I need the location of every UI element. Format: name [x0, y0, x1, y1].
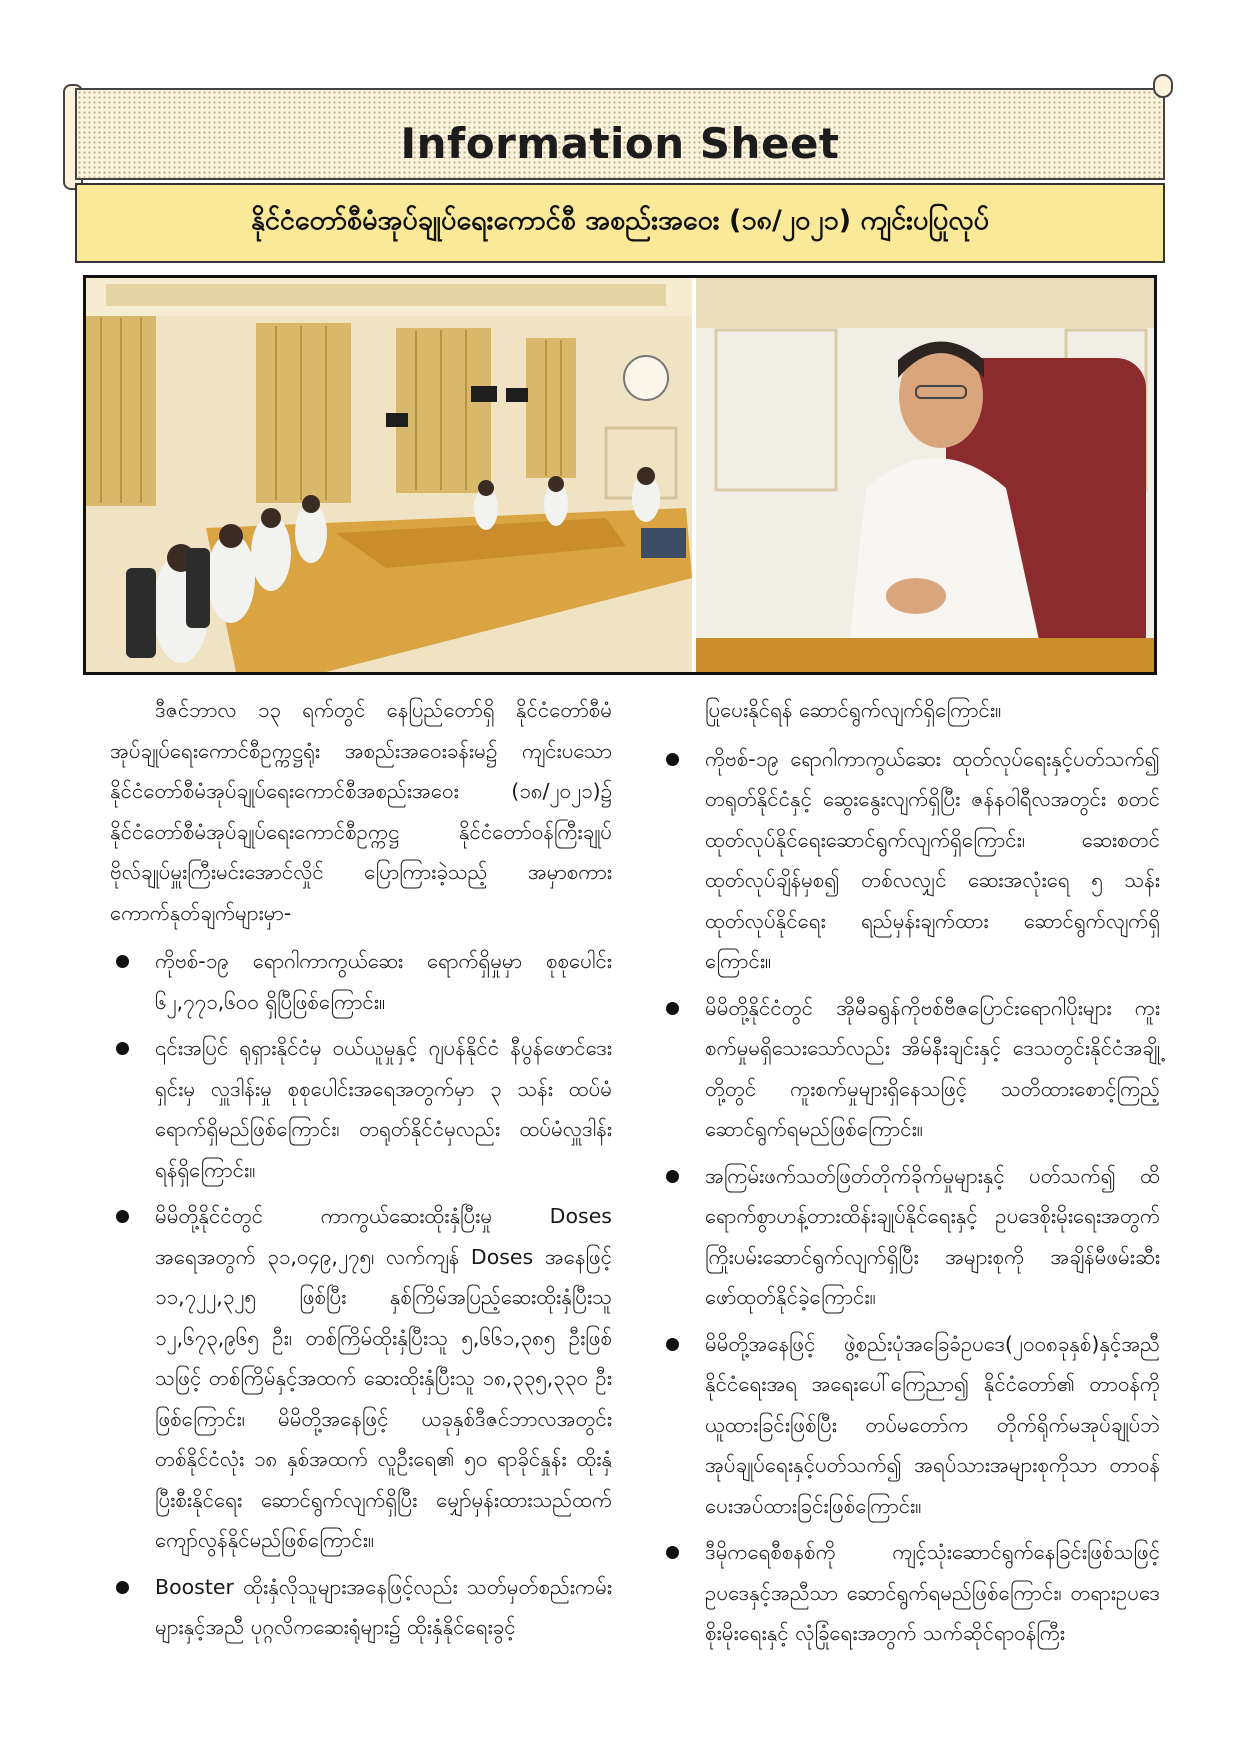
page-title: Information Sheet	[400, 118, 840, 168]
meeting-photo	[83, 275, 1157, 675]
title-banner-body	[75, 88, 1165, 180]
list-item	[660, 739, 1160, 982]
subtitle-box	[75, 183, 1165, 263]
bullet-icon	[666, 1170, 679, 1183]
intro-paragraph: ဒီဇင်ဘာလ ၁၃ ရက်တွင် နေပြည်တော်ရှိ နိုင်ငံတော်စီမံအုပ်ချုပ်ရေးကောင်စီဥက္ကဋ္ဌရုံး အစည်းအဝေးခန်းမ၌ ကျင်းပသော နိုင်ငံတော်စီမံအုပ်ချုပ်ရေးကောင်စီအစည်းအဝေး (၁၈/၂၀၂၁)၌ နိုင်ငံတော်စီမံအုပ်ချုပ်ရေးကောင်စီဥက္ကဋ္ဌ နိုင်ငံတော်ဝန်ကြီးချုပ် ဗိုလ်ချုပ်မှူးကြီးမင်းအောင်လှိုင် ပြောကြားခဲ့သည့် အမှာစကားကောက်နုတ်ချက်များမှာ-	[110, 698, 612, 925]
list-item-text: Booster ထိုးနှံလိုသူများအနေဖြင့်လည်း သတ်မှတ်စည်းကမ်းများနှင့်အညီ ပုဂ္ဂလိကဆေးရုံများ၌ ထိုးနှံနိုင်ရေးခွင့်	[155, 1574, 612, 1639]
list-item	[110, 1567, 612, 1648]
scroll-curl-right	[1153, 74, 1173, 98]
speaker-scene	[696, 278, 1154, 672]
bullet-icon	[116, 1042, 129, 1055]
list-item-text: ဒီမိုကရေစီစနစ်ကို ကျင့်သုံးဆောင်ရွက်နေခြင်းဖြစ်သဖြင့် ဥပဒေနှင့်အညီသာ ဆောင်ရွက်ရမည်ဖြစ်ကြောင်း၊ တရားဥပဒေစိုးမိုးရေးနှင့် လုံခြုံရေးအတွက် သက်ဆိုင်ရာဝန်ကြီး	[705, 1540, 1160, 1645]
title-banner	[75, 88, 1165, 180]
list-item-text: မိမိတို့နိုင်ငံတွင် အိုမီခရွန်ကိုဗစ်ဗီဇပြောင်းရောဂါပိုးများ ကူးစက်မှုမရှိသေးသော်လည်း အိမ်နီးချင်းနှင့် ဒေသတွင်းနိုင်ငံအချို့တို့တွင် ကူးစက်မှုများရှိနေသဖြင့် သတိထားစောင့်ကြည့်ဆောင်ရွက်ရမည်ဖြစ်ကြောင်း။	[705, 995, 1160, 1141]
left-column	[110, 690, 612, 1654]
meeting-room-scene	[86, 278, 692, 672]
right-column	[660, 690, 1160, 1660]
bullet-icon	[116, 1210, 129, 1223]
list-item	[660, 988, 1160, 1150]
list-item-text: ၎င်းအပြင် ရုရှားနိုင်ငံမှ ဝယ်ယူမှုနှင့် ဂျပန်နိုင်ငံ နီပွန်ဖောင်ဒေးရှင်းမှ လှူဒါန်းမှု စုစုပေါင်းအရေအတွက်မှာ ၃ သန်း ထပ်မံရောက်ရှိမည်ဖြစ်ကြောင်း၊ တရုတ်နိုင်ငံမှလည်း ထပ်မံလှူဒါန်းရန်ရှိကြောင်း။	[155, 1036, 612, 1182]
bullet-icon	[666, 1338, 679, 1351]
bullet-icon	[666, 1546, 679, 1559]
list-item	[110, 941, 612, 1022]
right-bullet-list	[660, 739, 1160, 1654]
list-item	[660, 1156, 1160, 1318]
continuation-text: ပြုပေးနိုင်ရန် ဆောင်ရွက်လျက်ရှိကြောင်း။	[705, 698, 1002, 722]
list-item-text: ကိုဗစ်-၁၉ ရောဂါကာကွယ်ဆေး ရောက်ရှိမှုမှာ စုစုပေါင်း ၆၂,၇၇၁,၆၀၀ ရှိပြီဖြစ်ကြောင်း။	[155, 949, 612, 1014]
bullet-icon	[666, 1002, 679, 1015]
bullet-icon	[666, 753, 679, 766]
list-item-text: မိမိတို့နိုင်ငံတွင် ကာကွယ်ဆေးထိုးနှံပြီးမှု Doses အရေအတွက် ၃၁,၀၄၉,၂၇၅၊ လက်ကျန် Doses အနေဖြင့် ၁၁,၇၂၂,၃၂၅ ဖြစ်ပြီး နှစ်ကြိမ်အပြည့်ဆေးထိုးနှံပြီးသူ ၁၂,၆၇၃,၉၆၅ ဦး၊ တစ်ကြိမ်ထိုးနှံပြီးသူ ၅,၆၆၁,၃၈၅ ဦးဖြစ်သဖြင့် တစ်ကြိမ်နှင့်အထက် ဆေးထိုးနှံပြီးသူ ၁၈,၃၃၅,၃၃၀ ဦးဖြစ်ကြောင်း၊ မိမိတို့အနေဖြင့် ယခုနှစ်ဒီဇင်ဘာလအတွင်း တစ်နိုင်ငံလုံး ၁၈ နှစ်အထက် လူဦးရေ၏ ၅၀ ရာခိုင်နှုန်း ထိုးနှံပြီးစီးနိုင်ရေး ဆောင်ရွက်လျက်ရှိပြီး မျှော်မှန်းထားသည်ထက် ကျော်လွန်နိုင်မည်ဖြစ်ကြောင်း။	[155, 1204, 612, 1552]
list-item	[110, 1196, 612, 1561]
bullet-icon	[116, 955, 129, 968]
list-item	[110, 1028, 612, 1190]
bullet-icon	[116, 1581, 129, 1594]
page-subtitle: နိုင်ငံတော်စီမံအုပ်ချုပ်ရေးကောင်စီ အစည်းအဝေး (၁၈/၂၀၂၁) ကျင်းပပြုလုပ်	[250, 205, 990, 236]
list-item	[660, 1532, 1160, 1654]
list-item-text: အကြမ်းဖက်သတ်ဖြတ်တိုက်ခိုက်မှုများနှင့် ပတ်သက်၍ ထိရောက်စွာဟန့်တားထိန်းချုပ်နိုင်ရေးနှင့် ဥပဒေစိုးမိုးရေးအတွက် ကြိုးပမ်းဆောင်ရွက်လျက်ရှိပြီး အများစုကို အချိန်မီဖမ်းဆီးဖော်ထုတ်နိုင်ခဲ့ကြောင်း။	[705, 1163, 1160, 1309]
list-item-text: မိမိတို့အနေဖြင့် ဖွဲ့စည်းပုံအခြေခံဥပဒေ(၂၀၀၈ခုနှစ်)နှင့်အညီ နိုင်ငံရေးအရ အရေးပေါ်ကြေညာ၍ နိုင်ငံတော်၏ တာဝန်ကိုယူထားခြင်းဖြစ်ပြီး တပ်မတော်က တိုက်ရိုက်မအုပ်ချုပ်ဘဲ အုပ်ချုပ်ရေးနှင့်ပတ်သက်၍ အရပ်သားအများစုကိုသာ တာဝန်ပေးအပ်ထားခြင်းဖြစ်ကြောင်း။	[705, 1331, 1160, 1518]
left-bullet-list	[110, 941, 612, 1648]
meeting-photo-illustration	[86, 278, 1154, 672]
list-item-text: ကိုဗစ်-၁၉ ရောဂါကာကွယ်ဆေး ထုတ်လုပ်ရေးနှင့်ပတ်သက်၍ တရုတ်နိုင်ငံနှင့် ဆွေးနွေးလျက်ရှိပြီး ဇန်နဝါရီလအတွင်း စတင်ထုတ်လုပ်နိုင်ရေးဆောင်ရွက်လျက်ရှိကြောင်း၊ ဆေးစတင်ထုတ်လုပ်ချိန်မှစ၍ တစ်လလျှင် ဆေးအလုံးရေ ၅ သန်း ထုတ်လုပ်နိုင်ရေး ရည်မှန်းချက်ထား ဆောင်ရွက်လျက်ရှိကြောင်း။	[705, 746, 1160, 973]
list-item	[660, 1324, 1160, 1527]
